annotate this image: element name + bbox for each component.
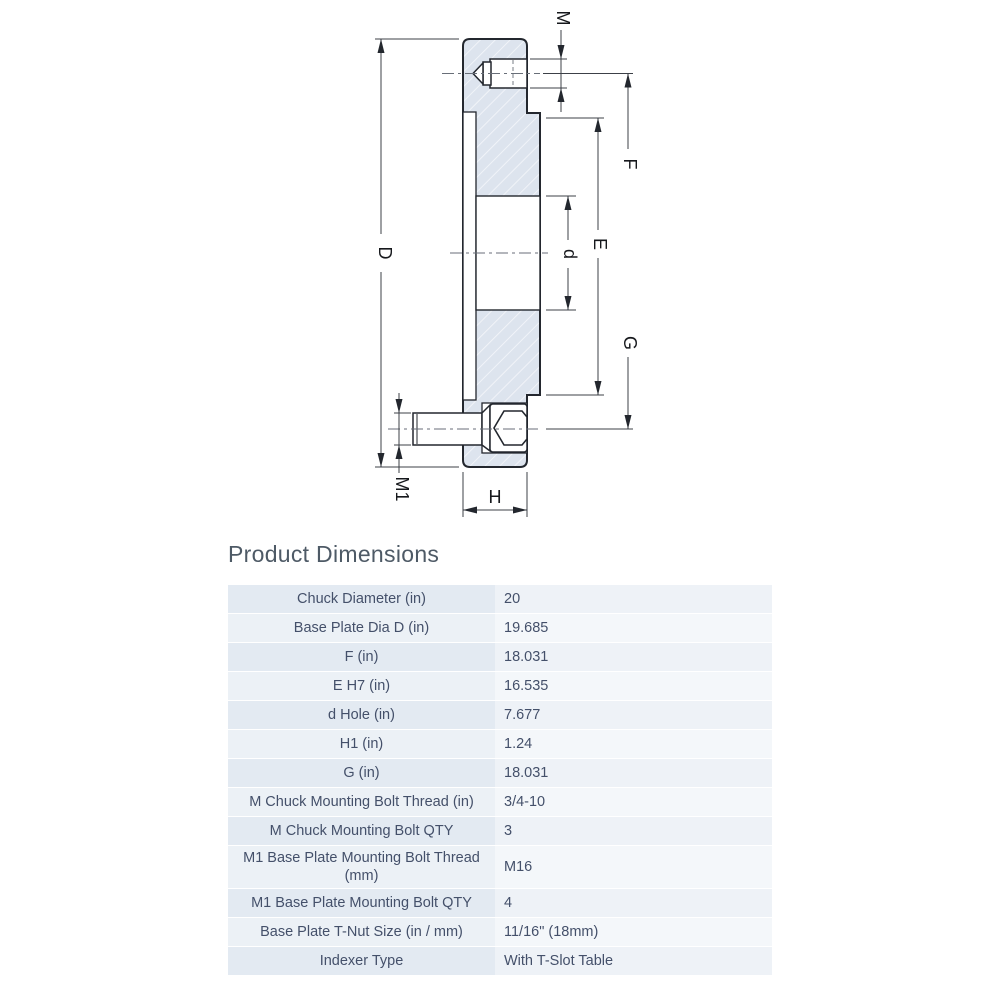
spec-value-cell: 19.685 bbox=[495, 614, 772, 642]
spec-label-cell: M1 Base Plate Mounting Bolt QTY bbox=[228, 889, 495, 917]
table-row bbox=[228, 614, 772, 642]
table-row bbox=[228, 701, 772, 729]
table-row bbox=[228, 889, 772, 917]
dim-label-m1: M1 bbox=[392, 476, 412, 502]
spec-value-cell: 4 bbox=[495, 889, 772, 917]
back-recess-strip bbox=[463, 112, 476, 400]
dim-label-h: H bbox=[488, 487, 502, 507]
table-row bbox=[228, 846, 772, 888]
page-title: Product Dimensions bbox=[228, 541, 440, 567]
dim-label-e: E bbox=[590, 237, 610, 251]
spec-value-cell: 7.677 bbox=[495, 701, 772, 729]
spec-label-cell: Base Plate Dia D (in) bbox=[228, 614, 495, 642]
table-row bbox=[228, 947, 772, 975]
spec-value-cell: 20 bbox=[495, 585, 772, 613]
spec-label-cell: E H7 (in) bbox=[228, 672, 495, 700]
table-row bbox=[228, 918, 772, 946]
spec-value-cell: M16 bbox=[495, 846, 772, 888]
spec-value-cell: 1.24 bbox=[495, 730, 772, 758]
dim-label-g: G bbox=[620, 335, 640, 351]
spec-label-cell: Chuck Diameter (in) bbox=[228, 585, 495, 613]
spec-label-cell: Base Plate T-Nut Size (in / mm) bbox=[228, 918, 495, 946]
table-row bbox=[228, 788, 772, 816]
table-row bbox=[228, 730, 772, 758]
dim-label-d: d bbox=[560, 248, 580, 260]
spec-value-cell: With T-Slot Table bbox=[495, 947, 772, 975]
spec-label-cell: G (in) bbox=[228, 759, 495, 787]
table-row bbox=[228, 643, 772, 671]
table-row bbox=[228, 759, 772, 787]
spec-value-cell: 3 bbox=[495, 817, 772, 845]
spec-value-cell: 3/4-10 bbox=[495, 788, 772, 816]
spec-label-cell: M1 Base Plate Mounting Bolt Thread (mm) bbox=[228, 846, 495, 888]
table-row bbox=[228, 817, 772, 845]
spec-value-cell: 11/16" (18mm) bbox=[495, 918, 772, 946]
product-dimensions-table bbox=[228, 585, 772, 975]
spec-label-cell: Indexer Type bbox=[228, 947, 495, 975]
spec-label-cell: M Chuck Mounting Bolt Thread (in) bbox=[228, 788, 495, 816]
table-row bbox=[228, 585, 772, 613]
spec-label-cell: M Chuck Mounting Bolt QTY bbox=[228, 817, 495, 845]
spec-value-cell: 18.031 bbox=[495, 643, 772, 671]
spec-label-cell: d Hole (in) bbox=[228, 701, 495, 729]
dim-label-f: F bbox=[620, 158, 640, 170]
dim-label-m: M bbox=[553, 10, 573, 26]
spec-value-cell: 18.031 bbox=[495, 759, 772, 787]
spec-label-cell: F (in) bbox=[228, 643, 495, 671]
table-row bbox=[228, 672, 772, 700]
spec-label-cell: H1 (in) bbox=[228, 730, 495, 758]
dim-label-diameter-d: D bbox=[375, 246, 395, 260]
spec-value-cell: 16.535 bbox=[495, 672, 772, 700]
